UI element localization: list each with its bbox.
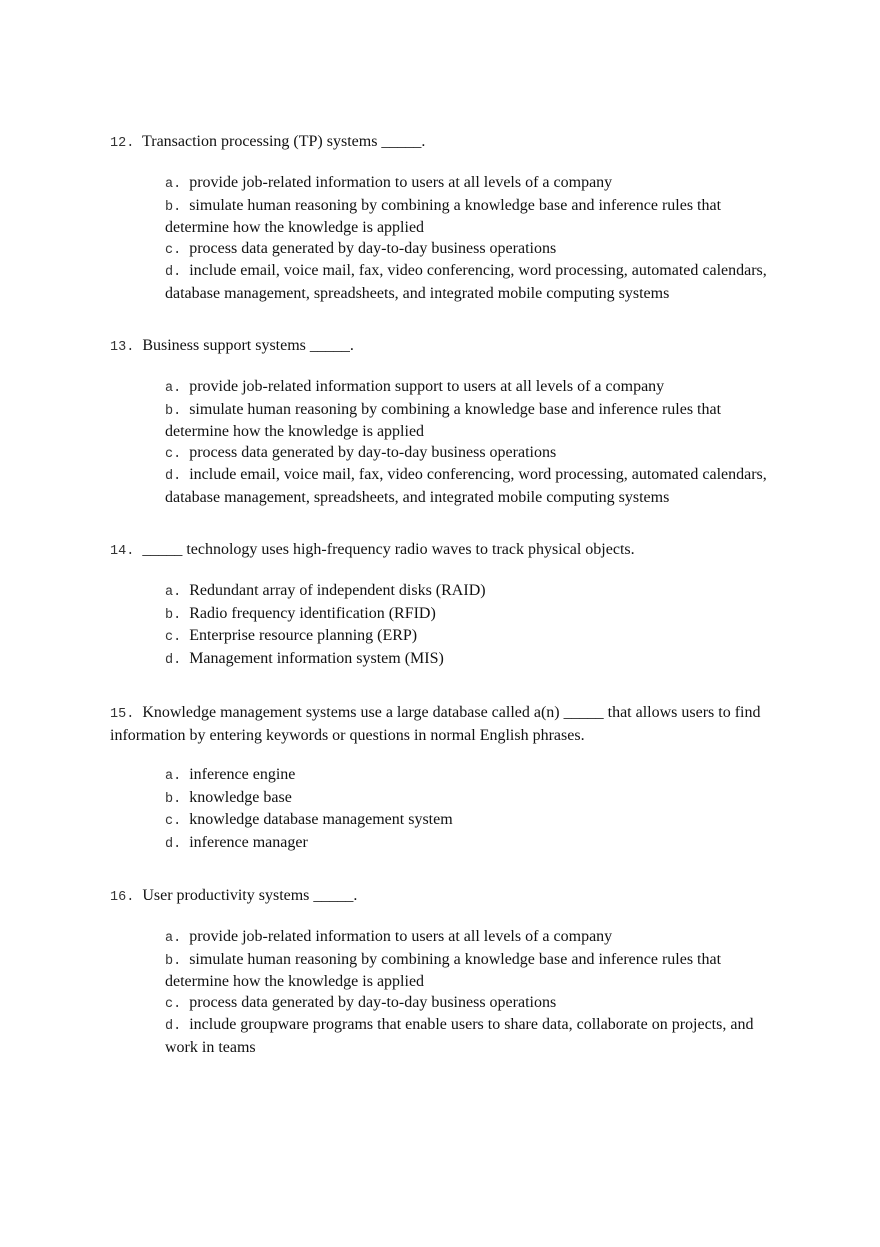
option-letter: c. [165, 630, 182, 645]
option-letter: d. [165, 836, 182, 852]
option-letter: c. [165, 242, 182, 258]
question-13 [110, 335, 770, 508]
option-a [165, 173, 770, 196]
option-text: Redundant array of independent disks (RAID) [189, 582, 486, 599]
option-letter: a. [165, 931, 182, 946]
option-text: knowledge base [189, 788, 292, 806]
option-letter: a. [165, 769, 182, 784]
question-number: 16. [110, 890, 135, 905]
option-b [165, 604, 770, 627]
option-text: Radio frequency identification (RFID) [189, 604, 436, 622]
question-16 [110, 885, 770, 1058]
option-text: simulate human reasoning by combining a knowledge base and inference rules that determine how the knowledge is applied [165, 950, 722, 990]
option-text: knowledge database management system [189, 811, 453, 828]
option-letter: c. [165, 996, 182, 1012]
question-text: Knowledge management systems use a large database called a(n) _____ that allows users to find information by entering keywords or questions in normal English phrases. [110, 704, 761, 744]
option-letter: d. [165, 652, 182, 668]
option-letter: c. [165, 814, 182, 829]
option-c [165, 993, 770, 1016]
option-b [165, 950, 770, 993]
question-number: 15. [110, 707, 135, 722]
option-c [165, 810, 770, 833]
option-text: simulate human reasoning by combining a knowledge base and inference rules that determine how the knowledge is applied [165, 400, 722, 440]
option-text: provide job-related information to users at all levels of a company [189, 174, 613, 191]
option-d [165, 833, 770, 856]
option-text: include email, voice mail, fax, video conferencing, word processing, automated calendars, database management, spreadsheets, and integrated mobile computing systems [165, 262, 767, 302]
option-text: include groupware programs that enable users to share data, collaborate on projects, and work in teams [165, 1016, 754, 1056]
answer-options [165, 377, 770, 508]
question-text: Business support systems _____. [142, 337, 354, 354]
option-a [165, 927, 770, 950]
option-text: inference manager [189, 833, 308, 851]
option-b [165, 400, 770, 443]
option-d [165, 1015, 770, 1058]
option-text: Enterprise resource planning (ERP) [189, 627, 418, 644]
option-letter: a. [165, 381, 182, 396]
option-letter: d. [165, 1019, 182, 1034]
option-d [165, 465, 770, 508]
option-letter: a. [165, 585, 182, 600]
question-text: Transaction processing (TP) systems _____. [142, 133, 426, 150]
question-14 [110, 539, 770, 671]
question-stem [110, 335, 770, 358]
option-text: process data generated by day-to-day business operations [189, 239, 557, 257]
option-text: simulate human reasoning by combining a knowledge base and inference rules that determine how the knowledge is applied [165, 196, 722, 236]
option-letter: b. [165, 953, 182, 969]
option-d [165, 649, 770, 672]
question-text: _____ technology uses high-frequency radio waves to track physical objects. [142, 541, 635, 558]
option-b [165, 788, 770, 811]
option-c [165, 626, 770, 649]
question-stem [110, 539, 770, 562]
question-number: 12. [110, 136, 135, 151]
option-text: process data generated by day-to-day business operations [189, 993, 557, 1011]
answer-options [165, 765, 770, 855]
question-stem [110, 702, 770, 746]
option-b [165, 196, 770, 239]
option-letter: b. [165, 199, 182, 215]
option-a [165, 765, 770, 788]
option-c [165, 239, 770, 262]
option-d [165, 261, 770, 304]
question-12 [110, 131, 770, 304]
option-letter: b. [165, 607, 182, 623]
option-text: provide job-related information support to users at all levels of a company [189, 378, 665, 395]
option-letter: d. [165, 265, 182, 280]
question-number: 13. [110, 340, 135, 355]
option-text: inference engine [189, 766, 296, 783]
question-15 [110, 702, 770, 855]
answer-options [165, 927, 770, 1058]
option-text: process data generated by day-to-day business operations [189, 443, 557, 461]
answer-options [165, 581, 770, 671]
question-number: 14. [110, 544, 135, 559]
option-text: Management information system (MIS) [189, 649, 444, 667]
option-letter: a. [165, 177, 182, 192]
question-stem [110, 131, 770, 154]
option-letter: d. [165, 469, 182, 484]
question-stem [110, 885, 770, 908]
option-letter: c. [165, 446, 182, 462]
option-text: provide job-related information to users at all levels of a company [189, 928, 613, 945]
option-text: include email, voice mail, fax, video conferencing, word processing, automated calendars, database management, spreadsheets, and integrated mobile computing systems [165, 466, 767, 506]
option-a [165, 377, 770, 400]
option-a [165, 581, 770, 604]
option-c [165, 443, 770, 466]
option-letter: b. [165, 791, 182, 807]
question-text: User productivity systems _____. [142, 887, 358, 904]
answer-options [165, 173, 770, 304]
option-letter: b. [165, 403, 182, 419]
